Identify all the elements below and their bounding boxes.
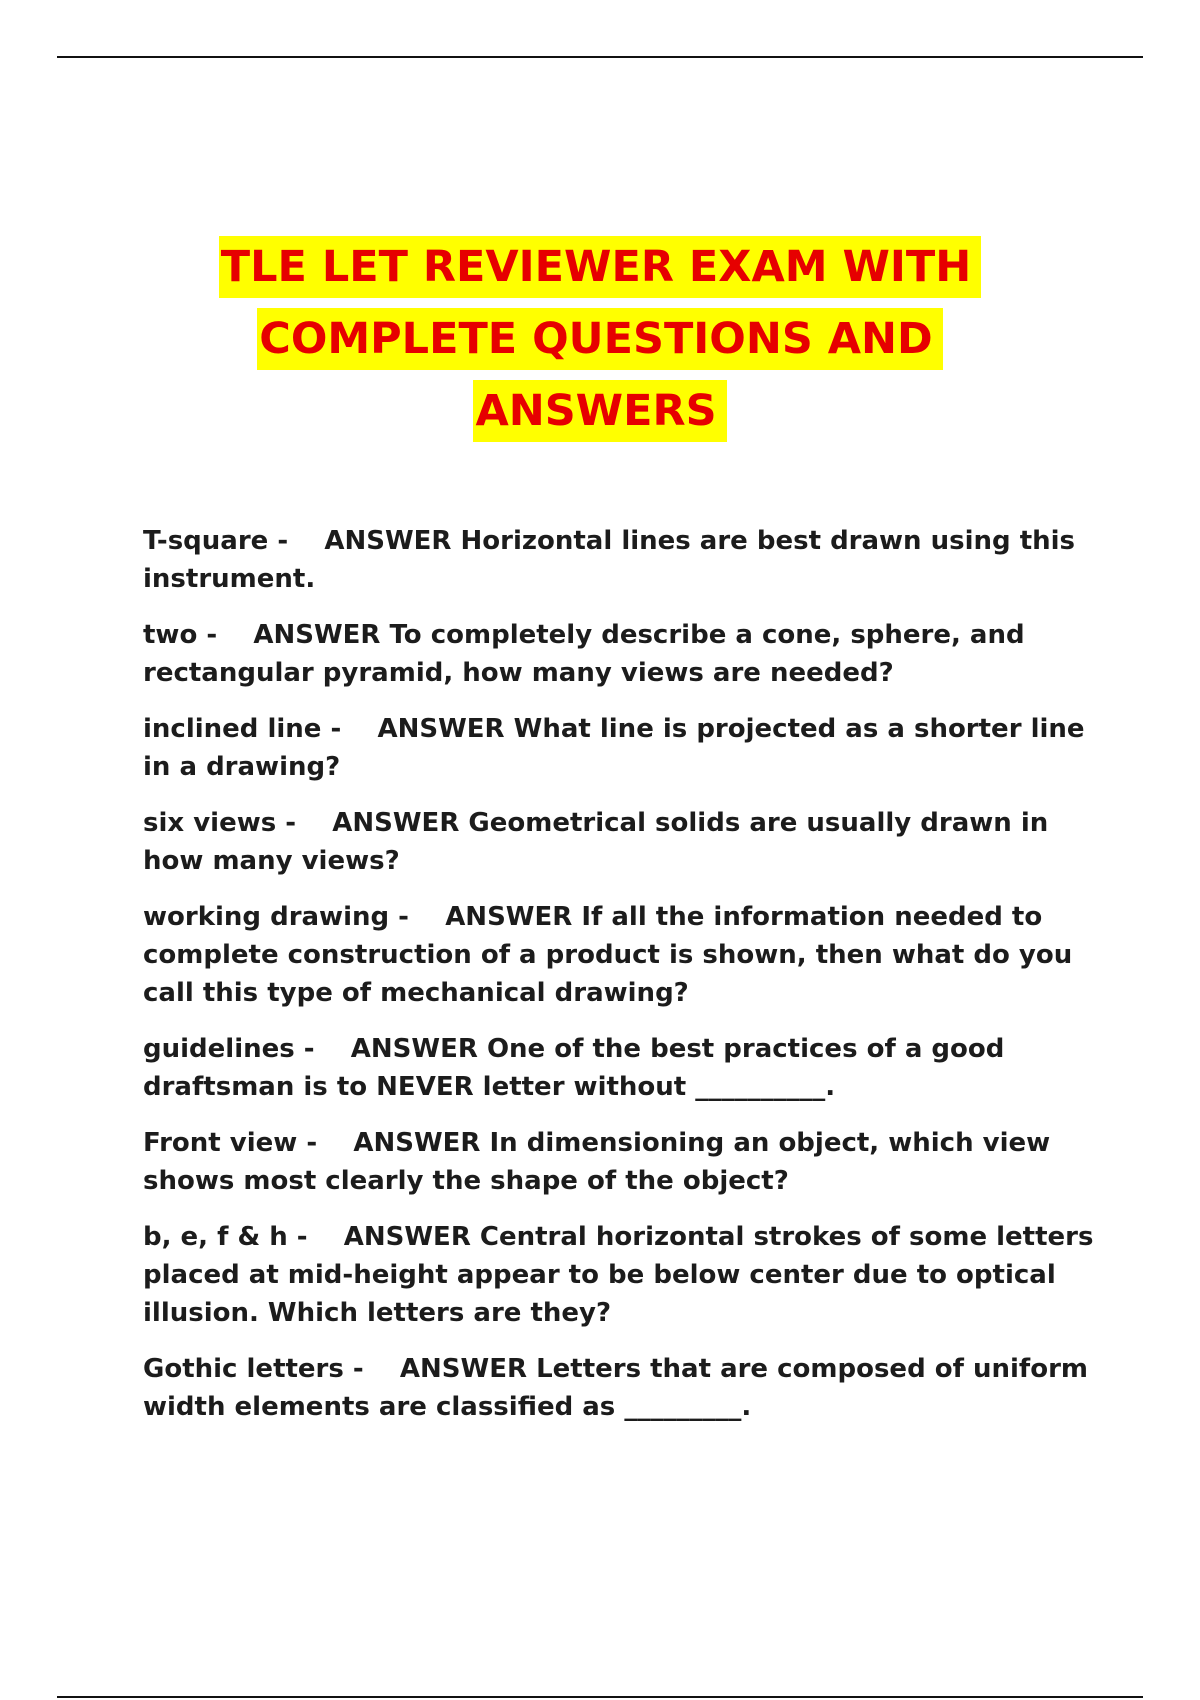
answer-marker: ANSWER bbox=[324, 526, 452, 556]
qa-item: T-square - ANSWER Horizontal lines are best drawn using this instrument. bbox=[143, 526, 1076, 594]
answer-marker: ANSWER bbox=[332, 808, 460, 838]
answer-marker: ANSWER bbox=[377, 714, 505, 744]
qa-question: In dimensioning an object, which view shows most clearly the shape of the object? bbox=[143, 1128, 1051, 1196]
title-line-2: COMPLETE QUESTIONS AND bbox=[0, 308, 1200, 380]
qa-question: Geometrical solids are usually drawn in how many views? bbox=[143, 808, 1049, 876]
qa-answer: guidelines bbox=[143, 1034, 295, 1064]
qa-answer: T-square bbox=[143, 526, 269, 556]
qa-question: What line is projected as a shorter line in a drawing? bbox=[143, 714, 1085, 782]
qa-item: guidelines - ANSWER One of the best practices of a good draftsman is to NEVER letter without __________. bbox=[143, 1034, 1005, 1102]
top-rule bbox=[57, 56, 1143, 58]
qa-item: inclined line - ANSWER What line is projected as a shorter line in a drawing? bbox=[143, 714, 1085, 782]
qa-question: To completely describe a cone, sphere, and rectangular pyramid, how many views are needed? bbox=[143, 620, 1025, 688]
qa-item: working drawing - ANSWER If all the information needed to complete construction of a product is shown, then what do you call this type of mechanical drawing? bbox=[143, 902, 1073, 1008]
qa-answer: inclined line bbox=[143, 714, 322, 744]
answer-marker: ANSWER bbox=[343, 1222, 471, 1252]
answer-marker: ANSWER bbox=[350, 1034, 478, 1064]
qa-item: Front view - ANSWER In dimensioning an object, which view shows most clearly the shape of the object? bbox=[143, 1128, 1051, 1196]
qa-answer: working drawing bbox=[143, 902, 390, 932]
qa-question: One of the best practices of a good draftsman is to NEVER letter without __________. bbox=[143, 1034, 1005, 1102]
qa-item: b, e, f & h - ANSWER Central horizontal strokes of some letters placed at mid-height appear to be below center due to optical illusion. Which letters are they? bbox=[143, 1222, 1094, 1328]
qa-answer: Front view bbox=[143, 1128, 298, 1158]
qa-list bbox=[143, 522, 1103, 1444]
qa-item: six views - ANSWER Geometrical solids are usually drawn in how many views? bbox=[143, 808, 1049, 876]
answer-marker: ANSWER bbox=[353, 1128, 481, 1158]
qa-answer: six views bbox=[143, 808, 277, 838]
qa-answer: two bbox=[143, 620, 198, 650]
answer-marker: ANSWER bbox=[253, 620, 381, 650]
qa-question: Horizontal lines are best drawn using this instrument. bbox=[143, 526, 1076, 594]
qa-answer: Gothic letters bbox=[143, 1354, 344, 1384]
answer-marker: ANSWER bbox=[399, 1354, 527, 1384]
qa-answer: b, e, f & h bbox=[143, 1222, 288, 1252]
document-title bbox=[0, 236, 1200, 452]
title-line-3: ANSWERS bbox=[0, 380, 1200, 452]
qa-question: If all the information needed to complete construction of a product is shown, then what do you call this type of mechanical drawing? bbox=[143, 902, 1073, 1008]
qa-item: Gothic letters - ANSWER Letters that are composed of uniform width elements are classified as _________. bbox=[143, 1354, 1088, 1422]
bottom-rule bbox=[57, 1696, 1143, 1698]
answer-marker: ANSWER bbox=[445, 902, 573, 932]
qa-item: two - ANSWER To completely describe a cone, sphere, and rectangular pyramid, how many views are needed? bbox=[143, 620, 1025, 688]
qa-question: Letters that are composed of uniform width elements are classified as _________. bbox=[143, 1354, 1088, 1422]
title-line-1: TLE LET REVIEWER EXAM WITH bbox=[0, 236, 1200, 308]
qa-question: Central horizontal strokes of some letters placed at mid-height appear to be below center due to optical illusion. Which letters are they? bbox=[143, 1222, 1094, 1328]
